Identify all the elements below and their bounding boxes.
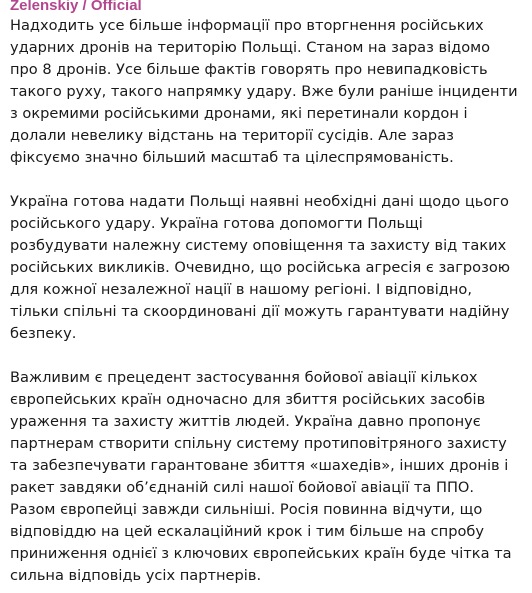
text-line: безпеку. <box>10 325 77 342</box>
text-line: та забезпечувати гарантоване збиття «шахедів», інших дронів і <box>10 457 509 474</box>
text-line: ударних дронів на територію Польщі. Станом на зараз відомо <box>10 39 491 56</box>
text-line: європейських країн одночасно для збиття російських засобів <box>10 391 486 408</box>
text-line: розбудувати належну систему оповіщення та захисту від таких <box>10 237 507 254</box>
text-line: сильна відповідь усіх партнерів. <box>10 567 262 584</box>
text-line: такого руху, такого напрямку удару. Вже були раніше інциденти <box>10 83 518 100</box>
text-line: Надходить усе більше інформації про вторгнення російських <box>10 17 484 34</box>
text-line: з окремими російськими дронами, які перетинали кордон і <box>10 105 468 122</box>
text-line: російського удару. Україна готова допомогти Польщі <box>10 215 423 232</box>
text-line: долали невелику відстань на території сусідів. Але зараз <box>10 127 454 144</box>
text-line: фіксуємо значно більший масштаб та цілеспрямованість. <box>10 149 454 166</box>
text-line: Важливим є прецедент застосування бойової авіації кількох <box>10 369 478 386</box>
author-name[interactable]: Zelenskiy / Official <box>10 0 142 14</box>
paragraph-spacer <box>10 169 524 191</box>
text-line: відповіддю на цей ескалаційний крок і тим більше на спробу <box>10 523 485 540</box>
text-line: ураження та захисту життів людей. Україна давно пропонує <box>10 413 481 430</box>
text-line: ракет завдяки об’єднаній силі нашої бойової авіації та ППО. <box>10 479 475 496</box>
text-line: Україна готова надати Польщі наявні необхідні дані щодо цього <box>10 193 509 210</box>
message-paragraph-2 <box>10 191 524 345</box>
text-line: Разом європейці завжди сильніші. Росія повинна відчути, що <box>10 501 483 518</box>
text-line: тільки спільні та скоординовані дії можуть гарантувати надійну <box>10 303 510 320</box>
text-line: про 8 дронів. Усе більше фактів говорять про невипадковість <box>10 61 488 78</box>
text-line: партнерам створити спільну систему протиповітряного захисту <box>10 435 507 452</box>
paragraph-spacer <box>10 345 524 367</box>
text-line: для кожної незалежної нації в нашому регіоні. І відповідно, <box>10 281 472 298</box>
message-paragraph-1 <box>10 15 524 169</box>
message-paragraph-3 <box>10 367 524 587</box>
text-line: російських викликів. Очевидно, що російська агресія є загрозою <box>10 259 511 276</box>
text-line: приниження однієї з ключових європейських країн буде чітка та <box>10 545 512 562</box>
